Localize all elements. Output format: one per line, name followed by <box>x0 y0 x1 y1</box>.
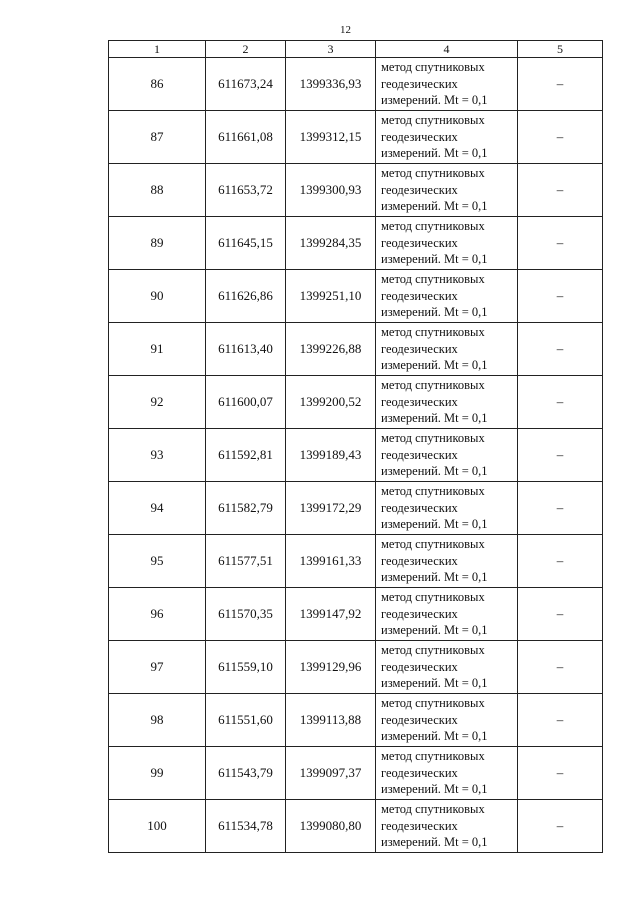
header-row <box>109 41 603 58</box>
point-number-cell: 91 <box>109 323 206 376</box>
point-number-cell: 94 <box>109 482 206 535</box>
note-cell: – <box>518 429 603 482</box>
x-coordinate-cell: 611559,10 <box>206 641 286 694</box>
x-coordinate-cell: 611543,79 <box>206 747 286 800</box>
y-coordinate-cell: 1399080,80 <box>286 800 376 853</box>
method-cell <box>376 164 518 217</box>
point-number-cell: 92 <box>109 376 206 429</box>
table-body <box>109 58 603 853</box>
point-number-cell: 95 <box>109 535 206 588</box>
method-line: метод спутниковых <box>381 325 485 340</box>
method-cell <box>376 323 518 376</box>
note-cell: – <box>518 747 603 800</box>
point-number-cell: 93 <box>109 429 206 482</box>
method-line: метод спутниковых <box>381 537 485 552</box>
method-line: метод спутниковых <box>381 272 485 287</box>
x-coordinate-cell: 611577,51 <box>206 535 286 588</box>
method-line: метод спутниковых <box>381 802 485 817</box>
method-cell <box>376 111 518 164</box>
page-number: 12 <box>340 24 351 36</box>
y-coordinate-cell: 1399147,92 <box>286 588 376 641</box>
method-line: геодезических <box>381 659 458 674</box>
method-line: метод спутниковых <box>381 696 485 711</box>
method-line: измерений. Mt = 0,1 <box>381 570 488 585</box>
x-coordinate-cell: 611645,15 <box>206 217 286 270</box>
method-line: геодезических <box>381 341 458 356</box>
note-cell: – <box>518 376 603 429</box>
note-cell: – <box>518 482 603 535</box>
method-line: измерений. Mt = 0,1 <box>381 835 488 850</box>
x-coordinate-cell: 611534,78 <box>206 800 286 853</box>
method-line: измерений. Mt = 0,1 <box>381 252 488 267</box>
note-cell: – <box>518 111 603 164</box>
x-coordinate-cell: 611592,81 <box>206 429 286 482</box>
x-coordinate-cell: 611626,86 <box>206 270 286 323</box>
point-number-cell: 89 <box>109 217 206 270</box>
note-cell: – <box>518 217 603 270</box>
point-number-cell: 86 <box>109 58 206 111</box>
table-row <box>109 376 603 429</box>
y-coordinate-cell: 1399097,37 <box>286 747 376 800</box>
method-line: метод спутниковых <box>381 431 485 446</box>
method-line: геодезических <box>381 818 458 833</box>
coordinates-table <box>108 40 603 853</box>
method-line: метод спутниковых <box>381 378 485 393</box>
y-coordinate-cell: 1399300,93 <box>286 164 376 217</box>
method-line: измерений. Mt = 0,1 <box>381 199 488 214</box>
method-line: метод спутниковых <box>381 60 485 75</box>
method-line: метод спутниковых <box>381 113 485 128</box>
method-line: геодезических <box>381 712 458 727</box>
note-cell: – <box>518 58 603 111</box>
table-row <box>109 588 603 641</box>
header-col-2: 2 <box>206 41 286 58</box>
method-cell <box>376 429 518 482</box>
point-number-cell: 96 <box>109 588 206 641</box>
y-coordinate-cell: 1399251,10 <box>286 270 376 323</box>
method-line: геодезических <box>381 553 458 568</box>
table-row <box>109 429 603 482</box>
method-cell <box>376 535 518 588</box>
table-row <box>109 323 603 376</box>
method-line: метод спутниковых <box>381 749 485 764</box>
table-row <box>109 111 603 164</box>
method-cell <box>376 482 518 535</box>
x-coordinate-cell: 611653,72 <box>206 164 286 217</box>
method-line: измерений. Mt = 0,1 <box>381 464 488 479</box>
y-coordinate-cell: 1399284,35 <box>286 217 376 270</box>
method-cell <box>376 376 518 429</box>
method-line: метод спутниковых <box>381 166 485 181</box>
y-coordinate-cell: 1399226,88 <box>286 323 376 376</box>
table-row <box>109 747 603 800</box>
note-cell: – <box>518 323 603 376</box>
method-line: геодезических <box>381 765 458 780</box>
point-number-cell: 87 <box>109 111 206 164</box>
y-coordinate-cell: 1399161,33 <box>286 535 376 588</box>
method-line: геодезических <box>381 288 458 303</box>
table-row <box>109 58 603 111</box>
table-row <box>109 217 603 270</box>
y-coordinate-cell: 1399172,29 <box>286 482 376 535</box>
x-coordinate-cell: 611570,35 <box>206 588 286 641</box>
method-cell <box>376 641 518 694</box>
method-line: измерений. Mt = 0,1 <box>381 411 488 426</box>
header-col-5: 5 <box>518 41 603 58</box>
y-coordinate-cell: 1399200,52 <box>286 376 376 429</box>
method-line: геодезических <box>381 394 458 409</box>
note-cell: – <box>518 535 603 588</box>
table-row <box>109 482 603 535</box>
method-line: измерений. Mt = 0,1 <box>381 358 488 373</box>
method-line: измерений. Mt = 0,1 <box>381 517 488 532</box>
method-line: метод спутниковых <box>381 643 485 658</box>
method-line: геодезических <box>381 500 458 515</box>
method-line: геодезических <box>381 129 458 144</box>
method-line: геодезических <box>381 447 458 462</box>
method-cell <box>376 217 518 270</box>
method-line: измерений. Mt = 0,1 <box>381 729 488 744</box>
table-row <box>109 641 603 694</box>
method-line: измерений. Mt = 0,1 <box>381 623 488 638</box>
method-line: измерений. Mt = 0,1 <box>381 305 488 320</box>
y-coordinate-cell: 1399189,43 <box>286 429 376 482</box>
method-line: метод спутниковых <box>381 590 485 605</box>
x-coordinate-cell: 611661,08 <box>206 111 286 164</box>
method-cell <box>376 694 518 747</box>
point-number-cell: 90 <box>109 270 206 323</box>
method-cell <box>376 747 518 800</box>
method-cell <box>376 270 518 323</box>
table-row <box>109 164 603 217</box>
note-cell: – <box>518 694 603 747</box>
method-line: геодезических <box>381 606 458 621</box>
note-cell: – <box>518 588 603 641</box>
note-cell: – <box>518 800 603 853</box>
method-line: геодезических <box>381 182 458 197</box>
method-line: измерений. Mt = 0,1 <box>381 146 488 161</box>
note-cell: – <box>518 641 603 694</box>
table-row <box>109 270 603 323</box>
note-cell: – <box>518 270 603 323</box>
point-number-cell: 98 <box>109 694 206 747</box>
x-coordinate-cell: 611600,07 <box>206 376 286 429</box>
method-cell <box>376 588 518 641</box>
y-coordinate-cell: 1399113,88 <box>286 694 376 747</box>
method-line: измерений. Mt = 0,1 <box>381 782 488 797</box>
method-line: метод спутниковых <box>381 219 485 234</box>
method-line: измерений. Mt = 0,1 <box>381 93 488 108</box>
header-col-4: 4 <box>376 41 518 58</box>
method-line: геодезических <box>381 76 458 91</box>
point-number-cell: 99 <box>109 747 206 800</box>
x-coordinate-cell: 611582,79 <box>206 482 286 535</box>
method-line: метод спутниковых <box>381 484 485 499</box>
table-row <box>109 800 603 853</box>
x-coordinate-cell: 611613,40 <box>206 323 286 376</box>
method-line: измерений. Mt = 0,1 <box>381 676 488 691</box>
y-coordinate-cell: 1399336,93 <box>286 58 376 111</box>
point-number-cell: 97 <box>109 641 206 694</box>
y-coordinate-cell: 1399129,96 <box>286 641 376 694</box>
method-line: геодезических <box>381 235 458 250</box>
x-coordinate-cell: 611673,24 <box>206 58 286 111</box>
point-number-cell: 88 <box>109 164 206 217</box>
table-row <box>109 535 603 588</box>
point-number-cell: 100 <box>109 800 206 853</box>
method-cell <box>376 800 518 853</box>
note-cell: – <box>518 164 603 217</box>
header-col-1: 1 <box>109 41 206 58</box>
y-coordinate-cell: 1399312,15 <box>286 111 376 164</box>
table-row <box>109 694 603 747</box>
x-coordinate-cell: 611551,60 <box>206 694 286 747</box>
header-col-3: 3 <box>286 41 376 58</box>
method-cell <box>376 58 518 111</box>
